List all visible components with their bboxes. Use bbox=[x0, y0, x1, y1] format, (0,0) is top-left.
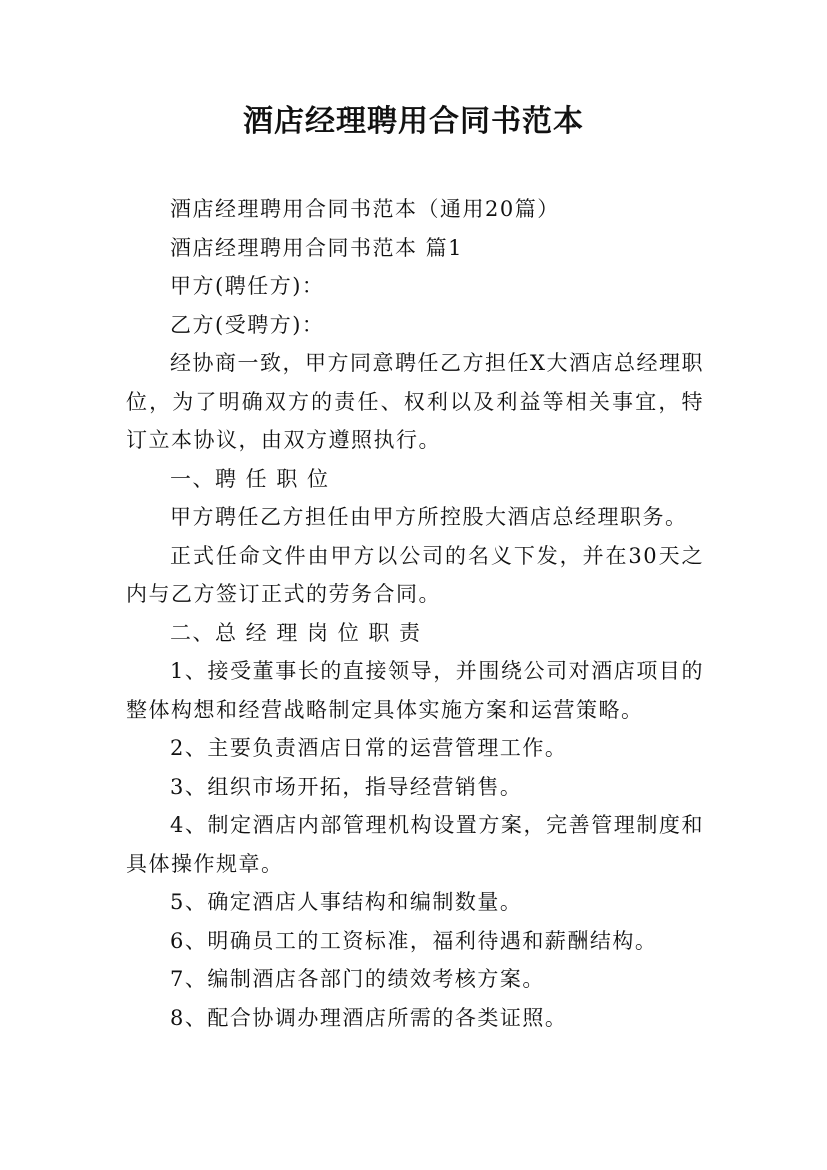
duty-item: 4、制定酒店内部管理机构设置方案，完善管理制度和具体操作规章。 bbox=[126, 813, 704, 876]
subtitle-line: 酒店经理聘用合同书范本（通用20篇） bbox=[170, 197, 560, 221]
position-paragraph: 甲方聘任乙方担任由甲方所控股大酒店总经理职务。 bbox=[170, 505, 688, 529]
section-heading-article-1: 酒店经理聘用合同书范本 篇1 bbox=[170, 235, 464, 260]
party-b-line: 乙方(受聘方)： bbox=[170, 312, 325, 337]
duty-item: 7、编制酒店各部门的绩效考核方案。 bbox=[170, 967, 545, 991]
section-heading-position: 一、聘 任 职 位 bbox=[170, 466, 330, 491]
section-heading-duties: 二、总 经 理 岗 位 职 责 bbox=[170, 620, 422, 645]
document-title: 酒店经理聘用合同书范本 bbox=[243, 104, 584, 139]
document-body bbox=[126, 190, 704, 1037]
duty-item: 5、确定酒店人事结构和编制数量。 bbox=[170, 890, 523, 914]
appointment-paragraph: 正式任命文件由甲方以公司的名义下发，并在30天之内与乙方签订正式的劳务合同。 bbox=[126, 543, 704, 606]
duty-item: 6、明确员工的工资标准，福利待遇和薪酬结构。 bbox=[170, 928, 658, 953]
duty-item: 8、配合协调办理酒店所需的各类证照。 bbox=[170, 1005, 568, 1030]
duty-item: 3、组织市场开拓，指导经营销售。 bbox=[170, 774, 523, 799]
party-a-line: 甲方(聘任方)： bbox=[170, 274, 325, 298]
duty-item: 2、主要负责酒店日常的运营管理工作。 bbox=[170, 736, 568, 760]
intro-paragraph: 经协商一致，甲方同意聘任乙方担任X大酒店总经理职位，为了明确双方的责任、权利以及利益等相关事宜，特订立本协议，由双方遵照执行。 bbox=[126, 351, 704, 452]
duty-item: 1、接受董事长的直接领导，并围绕公司对酒店项目的整体构想和经营战略制定具体实施方案和运营策略。 bbox=[126, 659, 704, 722]
